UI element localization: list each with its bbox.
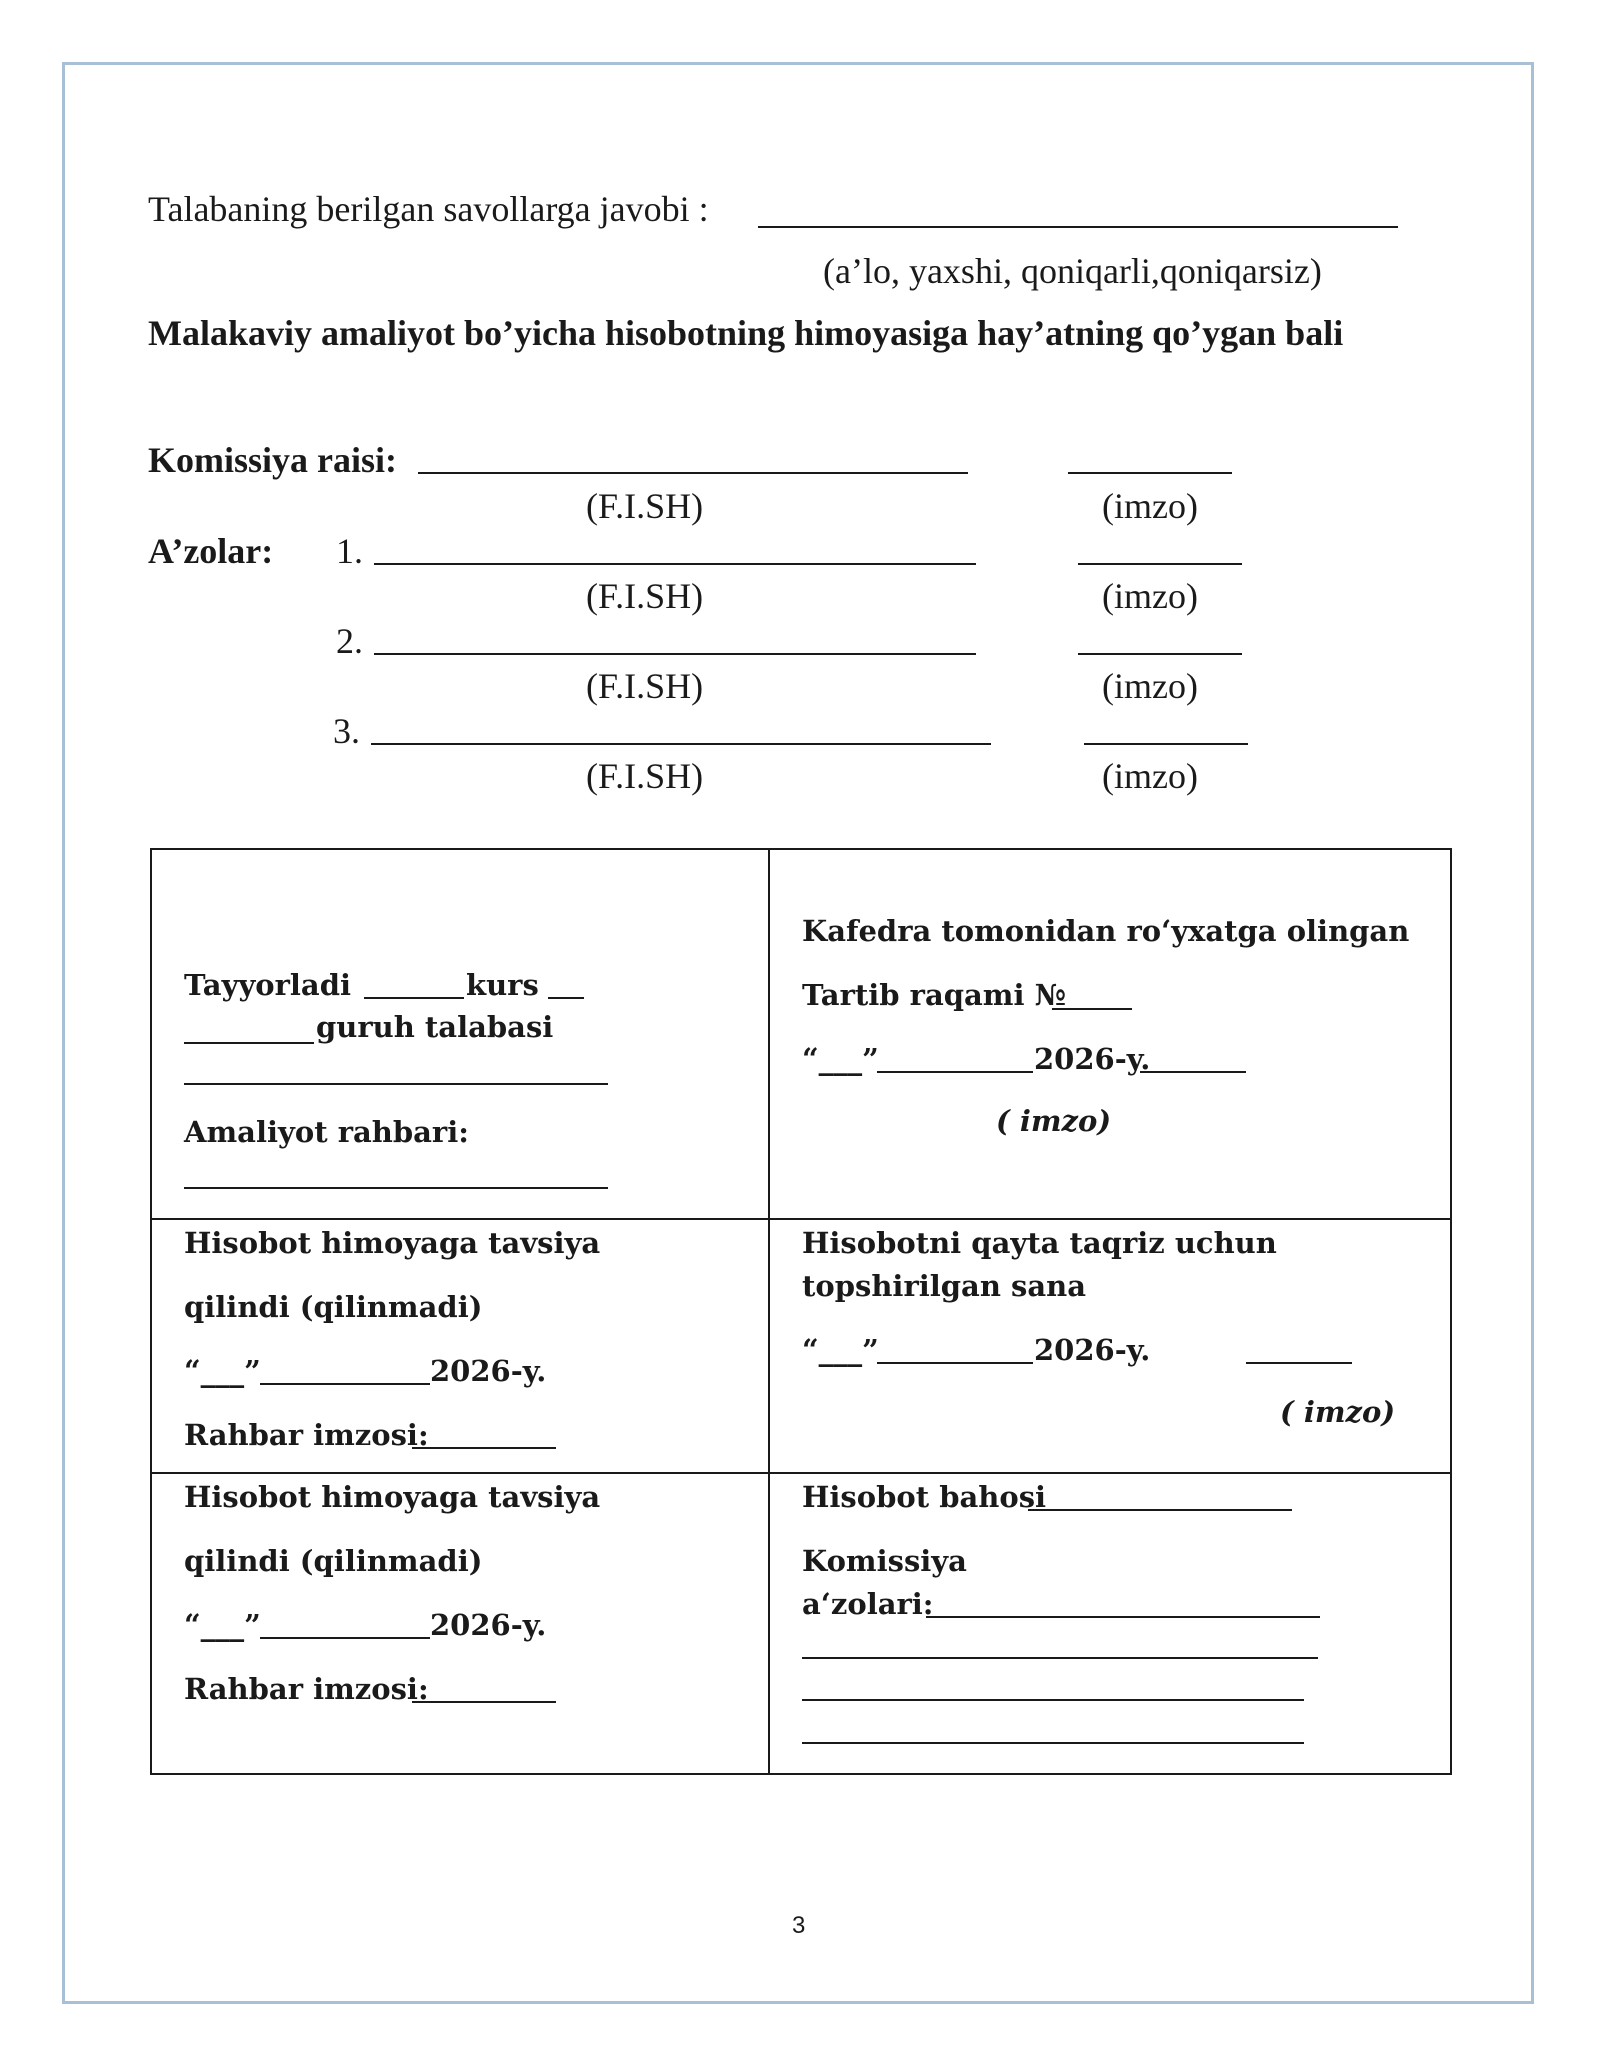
chair-name-line xyxy=(418,472,968,474)
c6-line1: Hisobot bahosi xyxy=(802,1480,1047,1514)
c1-kurs: kurs xyxy=(466,968,539,1002)
chair-fish: (F.I.SH) xyxy=(586,486,704,526)
c6-line3: a‘zolari: xyxy=(802,1587,934,1621)
member-3-name-line xyxy=(371,743,991,745)
member-2-number: 2. xyxy=(336,621,363,661)
c5-quote: “___” xyxy=(184,1608,261,1642)
c4-line1: Hisobotni qayta taqriz uchun xyxy=(802,1226,1277,1260)
c2-sign-blank xyxy=(1140,1071,1246,1073)
c5-sign-label: Rahbar imzosi: xyxy=(184,1672,429,1706)
c1-guruh: guruh talabasi xyxy=(316,1010,554,1044)
c4-imzo: ( imzo) xyxy=(1280,1395,1396,1429)
c2-number-blank xyxy=(1052,1008,1132,1010)
heading: Malakaviy amaliyot bo’yicha hisobotning himoyasiga hay’atning qo’ygan bali xyxy=(148,313,1344,353)
member-2-fish: (F.I.SH) xyxy=(586,666,704,706)
member-1-sign-line xyxy=(1078,563,1242,565)
c6-member-line-4 xyxy=(802,1742,1304,1744)
c4-sign-blank xyxy=(1246,1362,1352,1364)
c1-kurs-tail-blank xyxy=(548,997,584,999)
member-2-name-line xyxy=(374,653,976,655)
c6-member-line-3 xyxy=(802,1699,1304,1701)
c1-guruh-blank xyxy=(184,1042,314,1044)
c1-name-line xyxy=(184,1083,608,1085)
c6-member-line-2 xyxy=(802,1657,1318,1659)
c3-sign-label: Rahbar imzosi: xyxy=(184,1418,429,1452)
c5-line1: Hisobot himoyaga tavsiya xyxy=(184,1480,601,1514)
chair-sign-line xyxy=(1068,472,1232,474)
c4-month-blank xyxy=(877,1362,1033,1364)
c6-member-line-1 xyxy=(926,1616,1320,1618)
member-1-fish: (F.I.SH) xyxy=(586,576,704,616)
c3-line1: Hisobot himoyaga tavsiya xyxy=(184,1226,601,1260)
c3-sign-blank xyxy=(412,1447,556,1449)
c2-year: 2026-y. xyxy=(1034,1042,1151,1076)
member-3-number: 3. xyxy=(333,711,360,751)
c6-grade-blank xyxy=(1028,1509,1292,1511)
chair-label: Komissiya raisi: xyxy=(148,440,397,480)
chair-imzo: (imzo) xyxy=(1102,486,1198,526)
c2-quote: “___” xyxy=(802,1042,879,1076)
c3-year: 2026-y. xyxy=(430,1354,547,1388)
c2-month-blank xyxy=(877,1071,1033,1073)
members-label: A’zolar: xyxy=(148,531,274,571)
c1-tayyorladi: Tayyorladi xyxy=(184,968,352,1002)
c3-month-blank xyxy=(260,1383,430,1385)
c4-quote: “___” xyxy=(802,1333,879,1367)
c3-quote: “___” xyxy=(184,1354,261,1388)
member-1-number: 1. xyxy=(336,531,363,571)
answer-label: Talabaning berilgan savollarga javobi : xyxy=(148,189,709,229)
c2-line1: Kafedra tomonidan ro‘yxatga olingan xyxy=(802,914,1410,948)
c5-line2: qilindi (qilinmadi) xyxy=(184,1544,483,1578)
c3-line2: qilindi (qilinmadi) xyxy=(184,1290,483,1324)
c2-imzo: ( imzo) xyxy=(996,1104,1112,1138)
c6-line2: Komissiya xyxy=(802,1544,967,1578)
table-row-divider-2 xyxy=(150,1472,1452,1474)
member-3-imzo: (imzo) xyxy=(1102,756,1198,796)
c5-year: 2026-y. xyxy=(430,1608,547,1642)
member-1-name-line xyxy=(374,563,976,565)
c2-line2: Tartib raqami № xyxy=(802,978,1067,1012)
table-row-divider-1 xyxy=(150,1218,1452,1220)
c1-rahbar-line xyxy=(184,1187,608,1189)
answer-hint: (a’lo, yaxshi, qoniqarli,qoniqarsiz) xyxy=(823,251,1322,291)
member-1-imzo: (imzo) xyxy=(1102,576,1198,616)
c1-rahbar: Amaliyot rahbari: xyxy=(184,1115,469,1149)
member-2-sign-line xyxy=(1078,653,1242,655)
c4-year: 2026-y. xyxy=(1034,1333,1151,1367)
page-number: 3 xyxy=(792,1912,806,1939)
table-column-divider xyxy=(768,848,770,1775)
member-2-imzo: (imzo) xyxy=(1102,666,1198,706)
member-3-sign-line xyxy=(1084,743,1248,745)
c4-line2: topshirilgan sana xyxy=(802,1269,1086,1303)
member-3-fish: (F.I.SH) xyxy=(586,756,704,796)
c5-sign-blank xyxy=(412,1701,556,1703)
c5-month-blank xyxy=(260,1637,430,1639)
c1-kurs-blank xyxy=(364,997,464,999)
answer-line xyxy=(758,226,1398,228)
